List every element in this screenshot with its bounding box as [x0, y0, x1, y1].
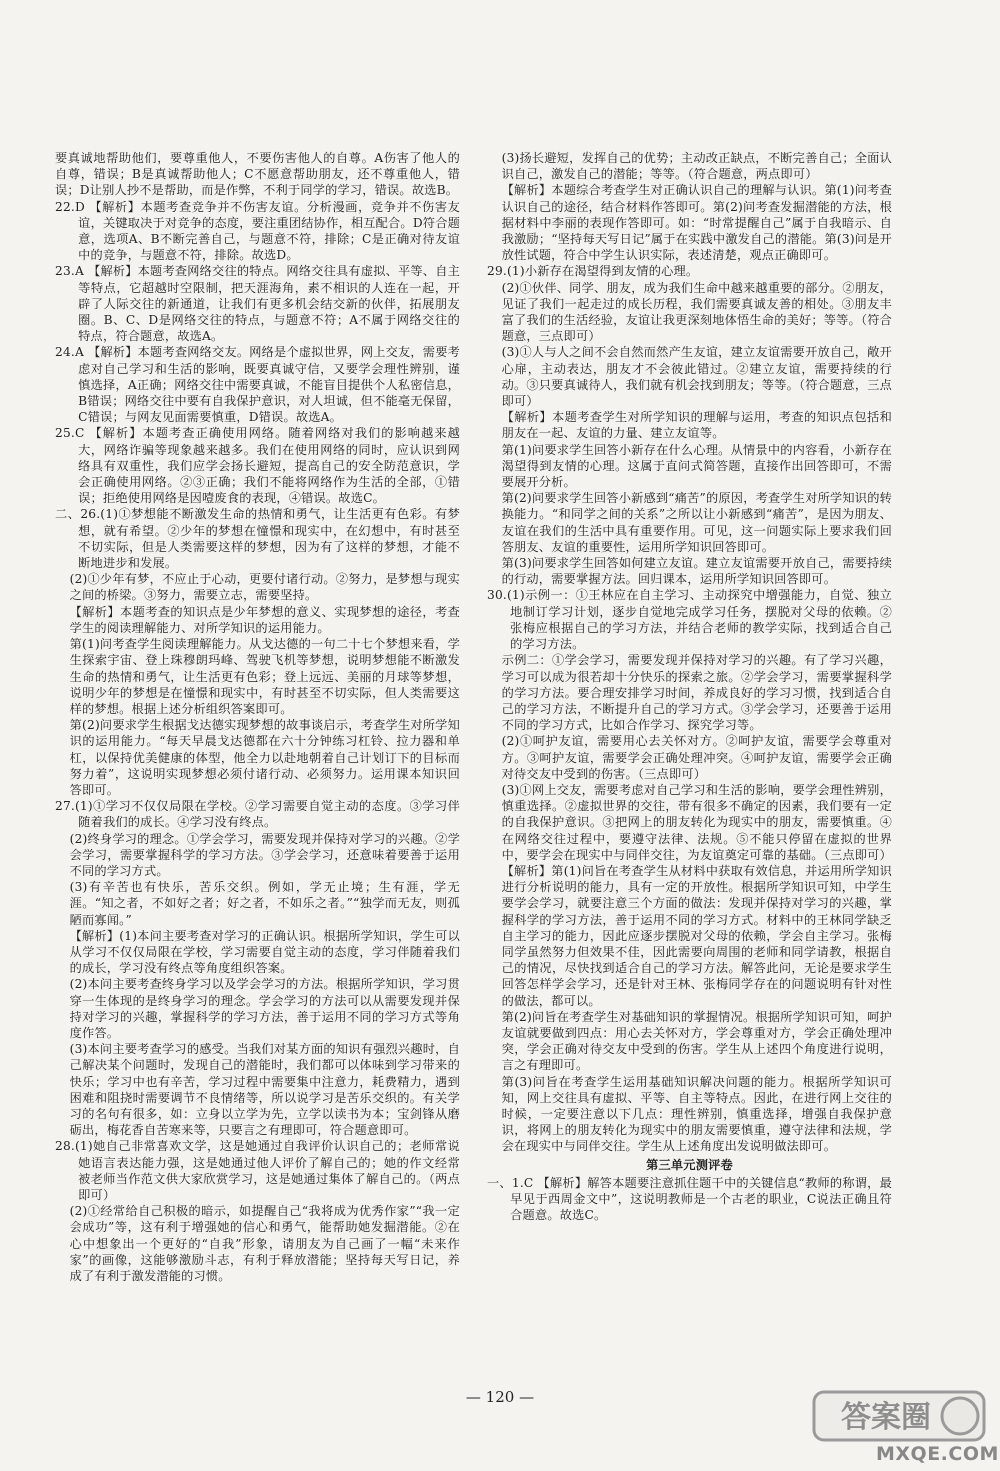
paragraph: 示例二：①学会学习，需要发现并保持对学习的兴趣。有了学习兴趣，学习可以成为很若却十分快乐的探索之旅。②学会学习，需要掌握科学的学习方法。要合理安排学习时间，养成良好的学习习惯，找到适合自己的学习方法，不断提升自己的学习方式。③学会学习，还要善于运用不同的学习方式，比如合作学习、探究学习等。 — [501, 653, 892, 733]
page-number: — 120 — — [465, 1388, 535, 1406]
watermark-url: MXQE.COM — [876, 1443, 999, 1465]
paragraph: 【解析】本题考查的知识点是少年梦想的意义、实现梦想的途径，考查学生的阅读理解能力、对所学知识的运用能力。 — [69, 604, 460, 635]
paragraph: 25.C 【解析】本题考查正确使用网络。随着网络对我们的影响越来越大，网络诈骗等现象越来越多。我们在使用网络的同时，应认识到网络具有双重性，我们应学会扬长避短，提高自己的安全防范意识，学会正确使用网络。②③正确；我们不能将网络作为生活的全部，①错误；拒绝使用网络是因噎废食的表现，④错误。故选C。 — [55, 426, 460, 506]
paragraph: 28.(1)她自己非常喜欢文学，这是她通过自我评价认识自己的；老师常说她语言表达能力强，这是她通过他人评价了解自己的；她的作文经常被老师当作范文供大家欣赏学习，这是她通过集体了解自己的。（两点即可） — [55, 1139, 460, 1202]
paragraph: (3)①人与人之间不会自然而然产生友谊，建立友谊需要开放自己，敞开心扉，主动表达，朋友才不会彼此错过。②建立友谊，需要持续的行动。③只要真诚待人，我们就有机会找到朋友；等等。（符合题意，三点即可） — [501, 345, 892, 409]
paragraph: 第(2)问旨在考查学生对基础知识的掌握情况。根据所学知识可知，呵护友谊就要做到四点：用心去关怀对方，学会尊重对方，学会正确处理冲突，学会正确对待交友中受到的伤害。学生从上述四个角度进行说明，言之有理即可。 — [501, 1009, 892, 1073]
paragraph: 第(2)问要求学生根据戈达德实现梦想的故事谈启示，考查学生对所学知识的运用能力。“每天早晨戈达德都在六十分钟练习杠铃、拉力器和单杠，以保持优美健康的体型，他全力以赴地朝着自己计划订下的目标而努力着”，这说明实现梦想必须付诸行动、必须努力。运用课本知识回答即可。 — [69, 718, 460, 797]
paragraph: 第(3)问要求学生回答如何建立友谊。建立友谊需要开放自己，需要持续的行动，需要掌握方法。回归课本，运用所学知识回答即可。 — [501, 556, 892, 587]
paragraph: 第(1)问要求学生回答小新存在什么心理。从情景中的内容看，小新存在渴望得到友情的心理。这属于直问式简答题，直接作出回答即可，不需要展开分析。 — [501, 442, 892, 490]
paragraph: (3)有辛苦也有快乐，苦乐交织。例如，学无止境；生有涯，学无涯。“知之者，不如好之者；好之者，不如乐之者。”“独学而无友，则孤陋而寡闻。” — [69, 880, 460, 927]
right-column — [487, 150, 892, 1223]
paragraph: (2)①少年有梦，不应止于心动，更要付诸行动。②努力，是梦想与现实之间的桥梁。③努力，需要立志，需要坚持。 — [69, 572, 460, 603]
paragraph: (2)①经常给自己积极的暗示，如提醒自己“我将成为优秀作家”“我一定会成功”等，这有利于增强她的信心和勇气，能帮助她发掘潜能。②在心中想象出一个更好的“自我”形象，请朋友为自己画了一幅“未来作家”的画像，这能够激励斗志，有利于释放潜能；坚持每天写日记，养成了有利于激发潜能的习惯。 — [69, 1204, 460, 1284]
paragraph: 【解析】本题考查学生对所学知识的理解与运用，考查的知识点包括和朋友在一起、友谊的力量、建立友谊等。 — [501, 410, 892, 441]
paragraph: (3)扬长避短，发挥自己的优势；主动改正缺点，不断完善自己；全面认识自己，激发自己的潜能；等等。（符合题意，两点即可） — [501, 151, 892, 182]
paragraph: 30.(1)示例一：①王林应在自主学习、主动探究中增强能力，自觉、独立地制订学习计划，逐步自觉地完成学习任务，摆脱对父母的依赖。②张梅应根据自己的学习方法，并结合老师的教学实际，找到适合自己的学习方法。 — [487, 588, 892, 652]
paragraph: (2)终身学习的理念。①学会学习，需要发现并保持对学习的兴趣。②学会学习，需要掌握科学的学习方法。③学会学习，还意味着要善于运用不同的学习方式。 — [69, 831, 460, 878]
paragraph: (2)本问主要考查终身学习以及学会学习的方法。根据所学知识，学习贯穿一生体现的是终身学习的理念。学会学习的方法可以从需要发现并保持对学习的兴趣，掌握科学的学习方法，善于运用不同的学习方式等角度作答。 — [69, 977, 460, 1040]
paragraph: 第(3)问旨在考查学生运用基础知识解决问题的能力。根据所学知识可知，网上交往具有虚拟、平等、自主等特点。因此，在进行网上交往的时候，一定要注意以下几点：理性辨别，慎重选择，增强自我保护意识，将网上的朋友转化为现实中的朋友需要慎重，遵守法律和法规，学会在现实中与同伴交往。学生从上述角度出发说明做法即可。 — [501, 1074, 892, 1154]
paragraph: (2)①呵护友谊，需要用心去关怀对方。②呵护友谊，需要学会尊重对方。③呵护友谊，需要学会正确处理冲突。④呵护友谊，需要学会正确对待交友中受到的伤害。（三点即可） — [501, 734, 892, 781]
paragraph: (3)①网上交友，需要考虑对自己学习和生活的影响，要学会理性辨别，慎重选择。②虚拟世界的交往，带有很多不确定的因素，我们要有一定的自我保护意识。③把网上的朋友转化为现实中的朋友，需要慎重。④在网络交往过程中，要遵守法律、法规。⑤不能只停留在虚拟的世界中，要学会在现实中与同伴交往，为友谊奠定可靠的基础。（三点即可） — [501, 782, 892, 862]
section-title: 第三单元测评卷 — [646, 1157, 733, 1172]
paragraph: 24.A 【解析】本题考查网络交友。网络是个虚拟世界，网上交友，需要考虑对自己学习和生活的影响，既要真诚守信，又要学会理性辨别，谨慎选择，A正确；网络交往中需要真诚，不能盲目提供个人私密信息，B错误；网络交往中要有自我保护意识，对人坦诚，但不能毫无保留，C错误；与网友见面需要慎重，D错误。故选A。 — [55, 345, 460, 425]
paragraph: 第(2)问要求学生回答小新感到“痛苦”的原因，考查学生对所学知识的转换能力。“和同学之间的关系”之所以让小新感到“痛苦”，是因为朋友、友谊在我们的生活中具有重要作用。可见，这一问题实际上要求我们回答朋友、友谊的重要性，运用所学知识回答即可。 — [501, 491, 892, 554]
paragraph: 【解析】第(1)问旨在考查学生从材料中获取有效信息，并运用所学知识进行分析说明的能力，具有一定的开放性。根据所学知识可知，中学生要学会学习，就要注意三个方面的做法：发现并保持对学习的兴趣，掌握科学的学习方法，善于运用不同的学习方式。材料中的王林同学缺乏自主学习的能力，因此应逐步摆脱对父母的依赖，学会自主学习。张梅同学虽然努力但效果不佳，因此需要向周围的老师和同学请教，根据自己的情况，尽快找到适合自己的学习方法。解答此问，无论是要求学生回答怎样学会学习，还是针对王林、张梅同学存在的问题说明有针对性的做法，都可以。 — [501, 863, 892, 1008]
paragraph: 27.(1)①学习不仅仅局限在学校。②学习需要自觉主动的态度。③学习伴随着我们的成长。④学习没有终点。 — [55, 799, 460, 830]
paragraph: (2)①伙伴、同学、朋友，成为我们生命中越来越重要的部分。②朋友，见证了我们一起走过的成长历程，我们需要真诚友善的相处。③朋友丰富了我们的生活经验，友谊让我更深刻地体悟生命的美好；等等。（符合题意，三点即可） — [501, 280, 892, 344]
paragraph: 29.(1)小新存在渴望得到友情的心理。 — [487, 264, 699, 279]
paragraph: 23.A 【解析】本题考查网络交往的特点。网络交往具有虚拟、平等、自主等特点，它超越时空限制，把天涯海角，素不相识的人连在一起，开辟了人际交往的新通道，让我们有更多机会结交新的伙伴，拓展朋友圈。B、C、D是网络交往的特点，与题意不符；A不属于网络交往的特点，符合题意，故选A。 — [55, 264, 460, 344]
paragraph: 要真诚地帮助他们，要尊重他人，不要伤害他人的自尊。A伤害了他人的自尊，错误；B是真诚帮助他人；C不愿意帮助朋友，还不尊重他人，错误；D让别人抄不是帮助，而是作弊，不利于同学的学习，错误。故选B。 — [55, 151, 460, 198]
paragraph: (3)本问主要考查学习的感受。当我们对某方面的知识有强烈兴趣时，自己解决某个问题时，发现自己的潜能时，我们都可以体味到学习带来的快乐；学习中也有辛苦，学习过程中需要集中注意力，耗费精力，遇到困难和阻挠时需要调节不良情绪等，所以说学习是苦乐交织的。有关学习的名句有很多，如：立身以立学为先，立学以读书为本；宝剑锋从磨砺出，梅花香自苦寒来等，只要言之有理即可，符合题意即可。 — [69, 1042, 460, 1138]
paragraph: 【解析】本题综合考查学生对正确认识自己的理解与认识。第(1)问考查认识自己的途径，结合材料作答即可。第(2)问考查发掘潜能的方法，根据材料中李丽的表现作答即可。如：“时常提醒自己”属于自我暗示、自我激励；“坚持每天写日记”属于在实践中激发自己的潜能。第(3)问是开放性试题，符合中学生认识实际，表述清楚，观点正确即可。 — [501, 183, 892, 263]
left-column — [55, 150, 460, 1284]
watermark-text: 答案圈 — [841, 1400, 931, 1435]
paragraph: 二、26.(1)①梦想能不断激发生命的热情和勇气，让生活更有色彩。有梦想，就有希望。②少年的梦想在憧憬和现实中，在幻想中，有时甚至不切实际，但是人类需要这样的梦想，因为有了这样的梦想，才能不断地进步和发展。 — [55, 507, 460, 571]
paragraph: 第(1)问考查学生阅读理解能力。从戈达德的一句二十七个梦想来看，学生探索宇宙、登上珠穆朗玛峰、驾驶飞机等梦想，说明梦想能不断激发生命的热情和勇气，让生活更有色彩；登上远远、美丽的月球等梦想，说明少年的梦想是在憧憬和现实中，有时甚至不切实际，但人类需要这样的梦想。根据上述分析组织答案即可。 — [69, 637, 460, 716]
paragraph: 【解析】(1)本问主要考查对学习的正确认识。根据所学知识，学生可以从学习不仅仅局限在学校，学习需要自觉主动的态度，学习伴随着我们的成长，学习没有终点等角度组织答案。 — [69, 928, 460, 976]
paragraph: 一、1.C 【解析】解答本题要注意抓住题干中的关键信息“教师的称谓，最早见于西周金文中”，这说明教师是一个古老的职业，C说法正确且符合题意。故选C。 — [487, 1175, 892, 1223]
paragraph: 22.D 【解析】本题考查竞争并不伤害友谊。分析漫画，竞争并不伤害友谊，关键取决于对竞争的态度，要注重团结协作，相互配合。D符合题意，选项A、B不断完善自己，与题意不符，排除；C是正确对待友谊中的竞争，与题意不符，排除。故选D。 — [55, 199, 460, 263]
